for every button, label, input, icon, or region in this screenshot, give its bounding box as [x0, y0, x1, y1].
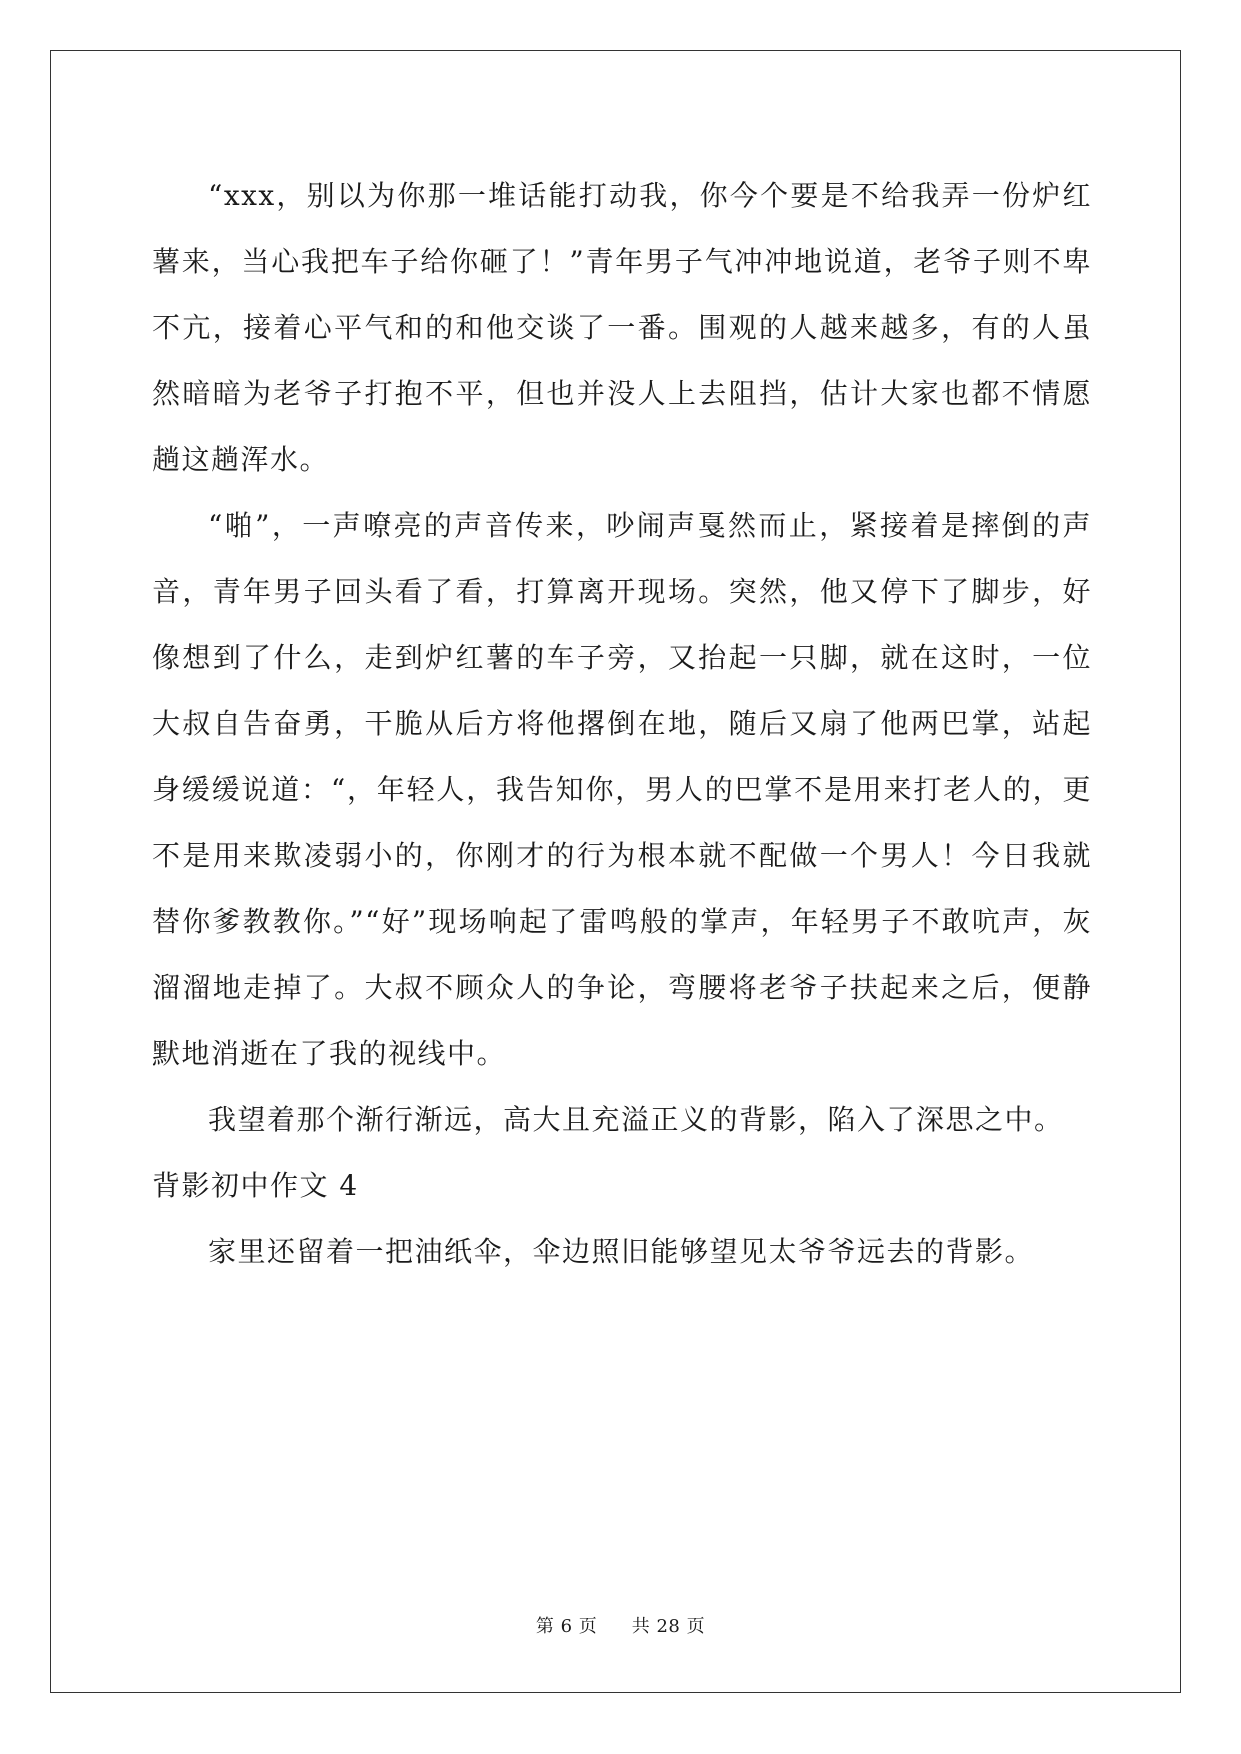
paragraph-1: “xxx，别以为你那一堆话能打动我，你今个要是不给我弄一份炉红薯来，当心我把车子给你砸了！”青年男子气冲冲地说道，老爷子则不卑不亢，接着心平气和的和他交谈了一番。围观的人越来越多，有的人虽然暗暗为老爷子打抱不平，但也并没人上去阻挡，估计大家也都不情愿趟这趟浑水。	[152, 179, 1092, 476]
paragraph-3: 我望着那个渐行渐远，高大且充溢正义的背影，陷入了深思之中。	[208, 1103, 1064, 1136]
paragraph-2: “啪”，一声嘹亮的声音传来，吵闹声戛然而止，紧接着是摔倒的声音，青年男子回头看了看，打算离开现场。突然，他又停下了脚步，好像想到了什么，走到炉红薯的车子旁，又抬起一只脚，就在这时，一位大叔自告奋勇，干脆从后方将他撂倒在地，随后又扇了他两巴掌，站起身缓缓说道：“，年轻人，我告知你，男人的巴掌不是用来打老人的，更不是用来欺凌弱小的，你刚才的行为根本就不配做一个男人！今日我就替你爹教教你。”“好”现场响起了雷鸣般的掌声，年轻男子不敢吭声，灰溜溜地走掉了。大叔不顾众人的争论，弯腰将老爷子扶起来之后，便静默地消逝在了我的视线中。	[152, 509, 1092, 1070]
paragraph-4: 家里还留着一把油纸伞，伞边照旧能够望见太爷爷远去的背影。	[208, 1235, 1035, 1268]
page-number-current: 第 6 页	[535, 1616, 598, 1637]
page-number-total: 共 28 页	[631, 1616, 706, 1637]
page-footer	[0, 1612, 1241, 1638]
document-body	[152, 163, 1092, 1285]
section-heading: 背影初中作文 4	[152, 1169, 359, 1202]
